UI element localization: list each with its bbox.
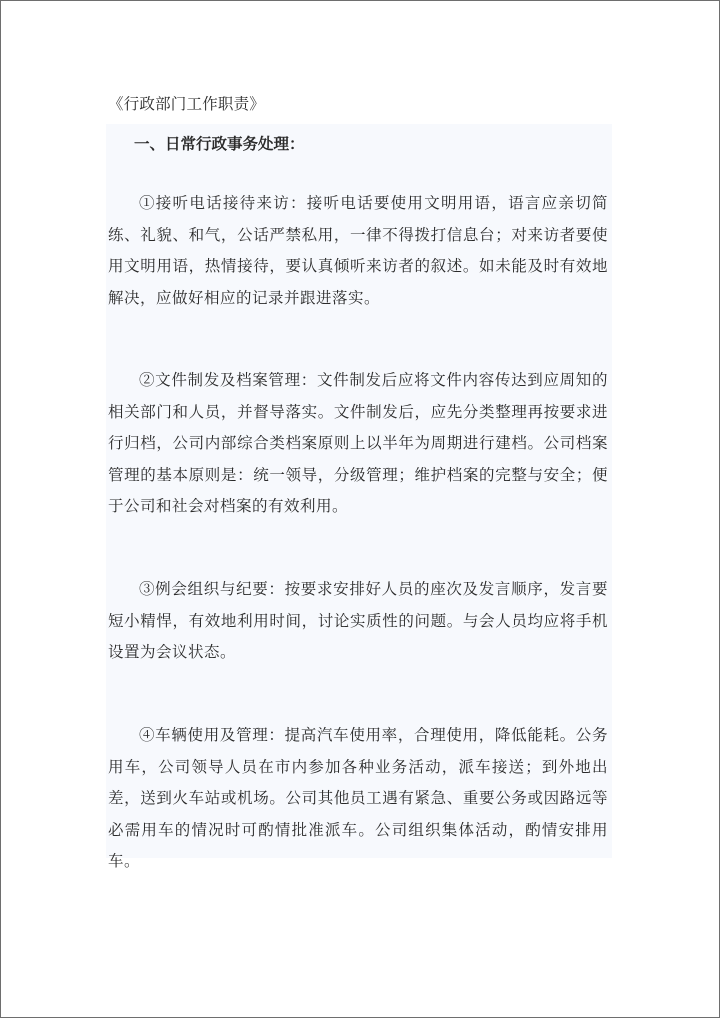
section-heading: 一、日常行政事务处理：	[134, 134, 305, 153]
paragraph-vehicle-management: ④车辆使用及管理：提高汽车使用率，合理使用，降低能耗。公务用车，公司领导人员在市内参加各种业务活动，派车接送；到外地出差，送到火车站或机场。公司其他员工遇有紧急、重要公务或因路远等必需用车的情况时可酌情批准派车。公司组织集体活动，酌情安排用车。	[108, 726, 608, 870]
content-block	[106, 124, 612, 870]
paragraph-document-archive: ②文件制发及档案管理：文件制发后应将文件内容传达到应周知的相关部门和人员，并督导落实。文件制发后，应先分类整理再按要求进行归档，公司内部综合类档案原则上以半年为周期进行建档。公司档案管理的基本原则是：统一领导，分级管理；维护档案的完整与安全；便于公司和社会对档案的有效利用。	[108, 371, 608, 515]
paragraph-phone-reception: ①接听电话接待来访：接听电话要使用文明用语，语言应亲切简练、礼貌、和气，公话严禁私用，一律不得拨打信息台；对来访者要使用文明用语，热情接待，要认真倾听来访者的叙述。如未能及时有效地解决，应做好相应的记录并跟进落实。	[108, 194, 608, 307]
document-title: 《行政部门工作职责》	[108, 95, 266, 113]
paragraph-meeting-minutes: ③例会组织与纪要：按要求安排好人员的座次及发言顺序，发言要短小精悍，有效地利用时间，讨论实质性的问题。与会人员均应将手机设置为会议状态。	[108, 580, 608, 661]
